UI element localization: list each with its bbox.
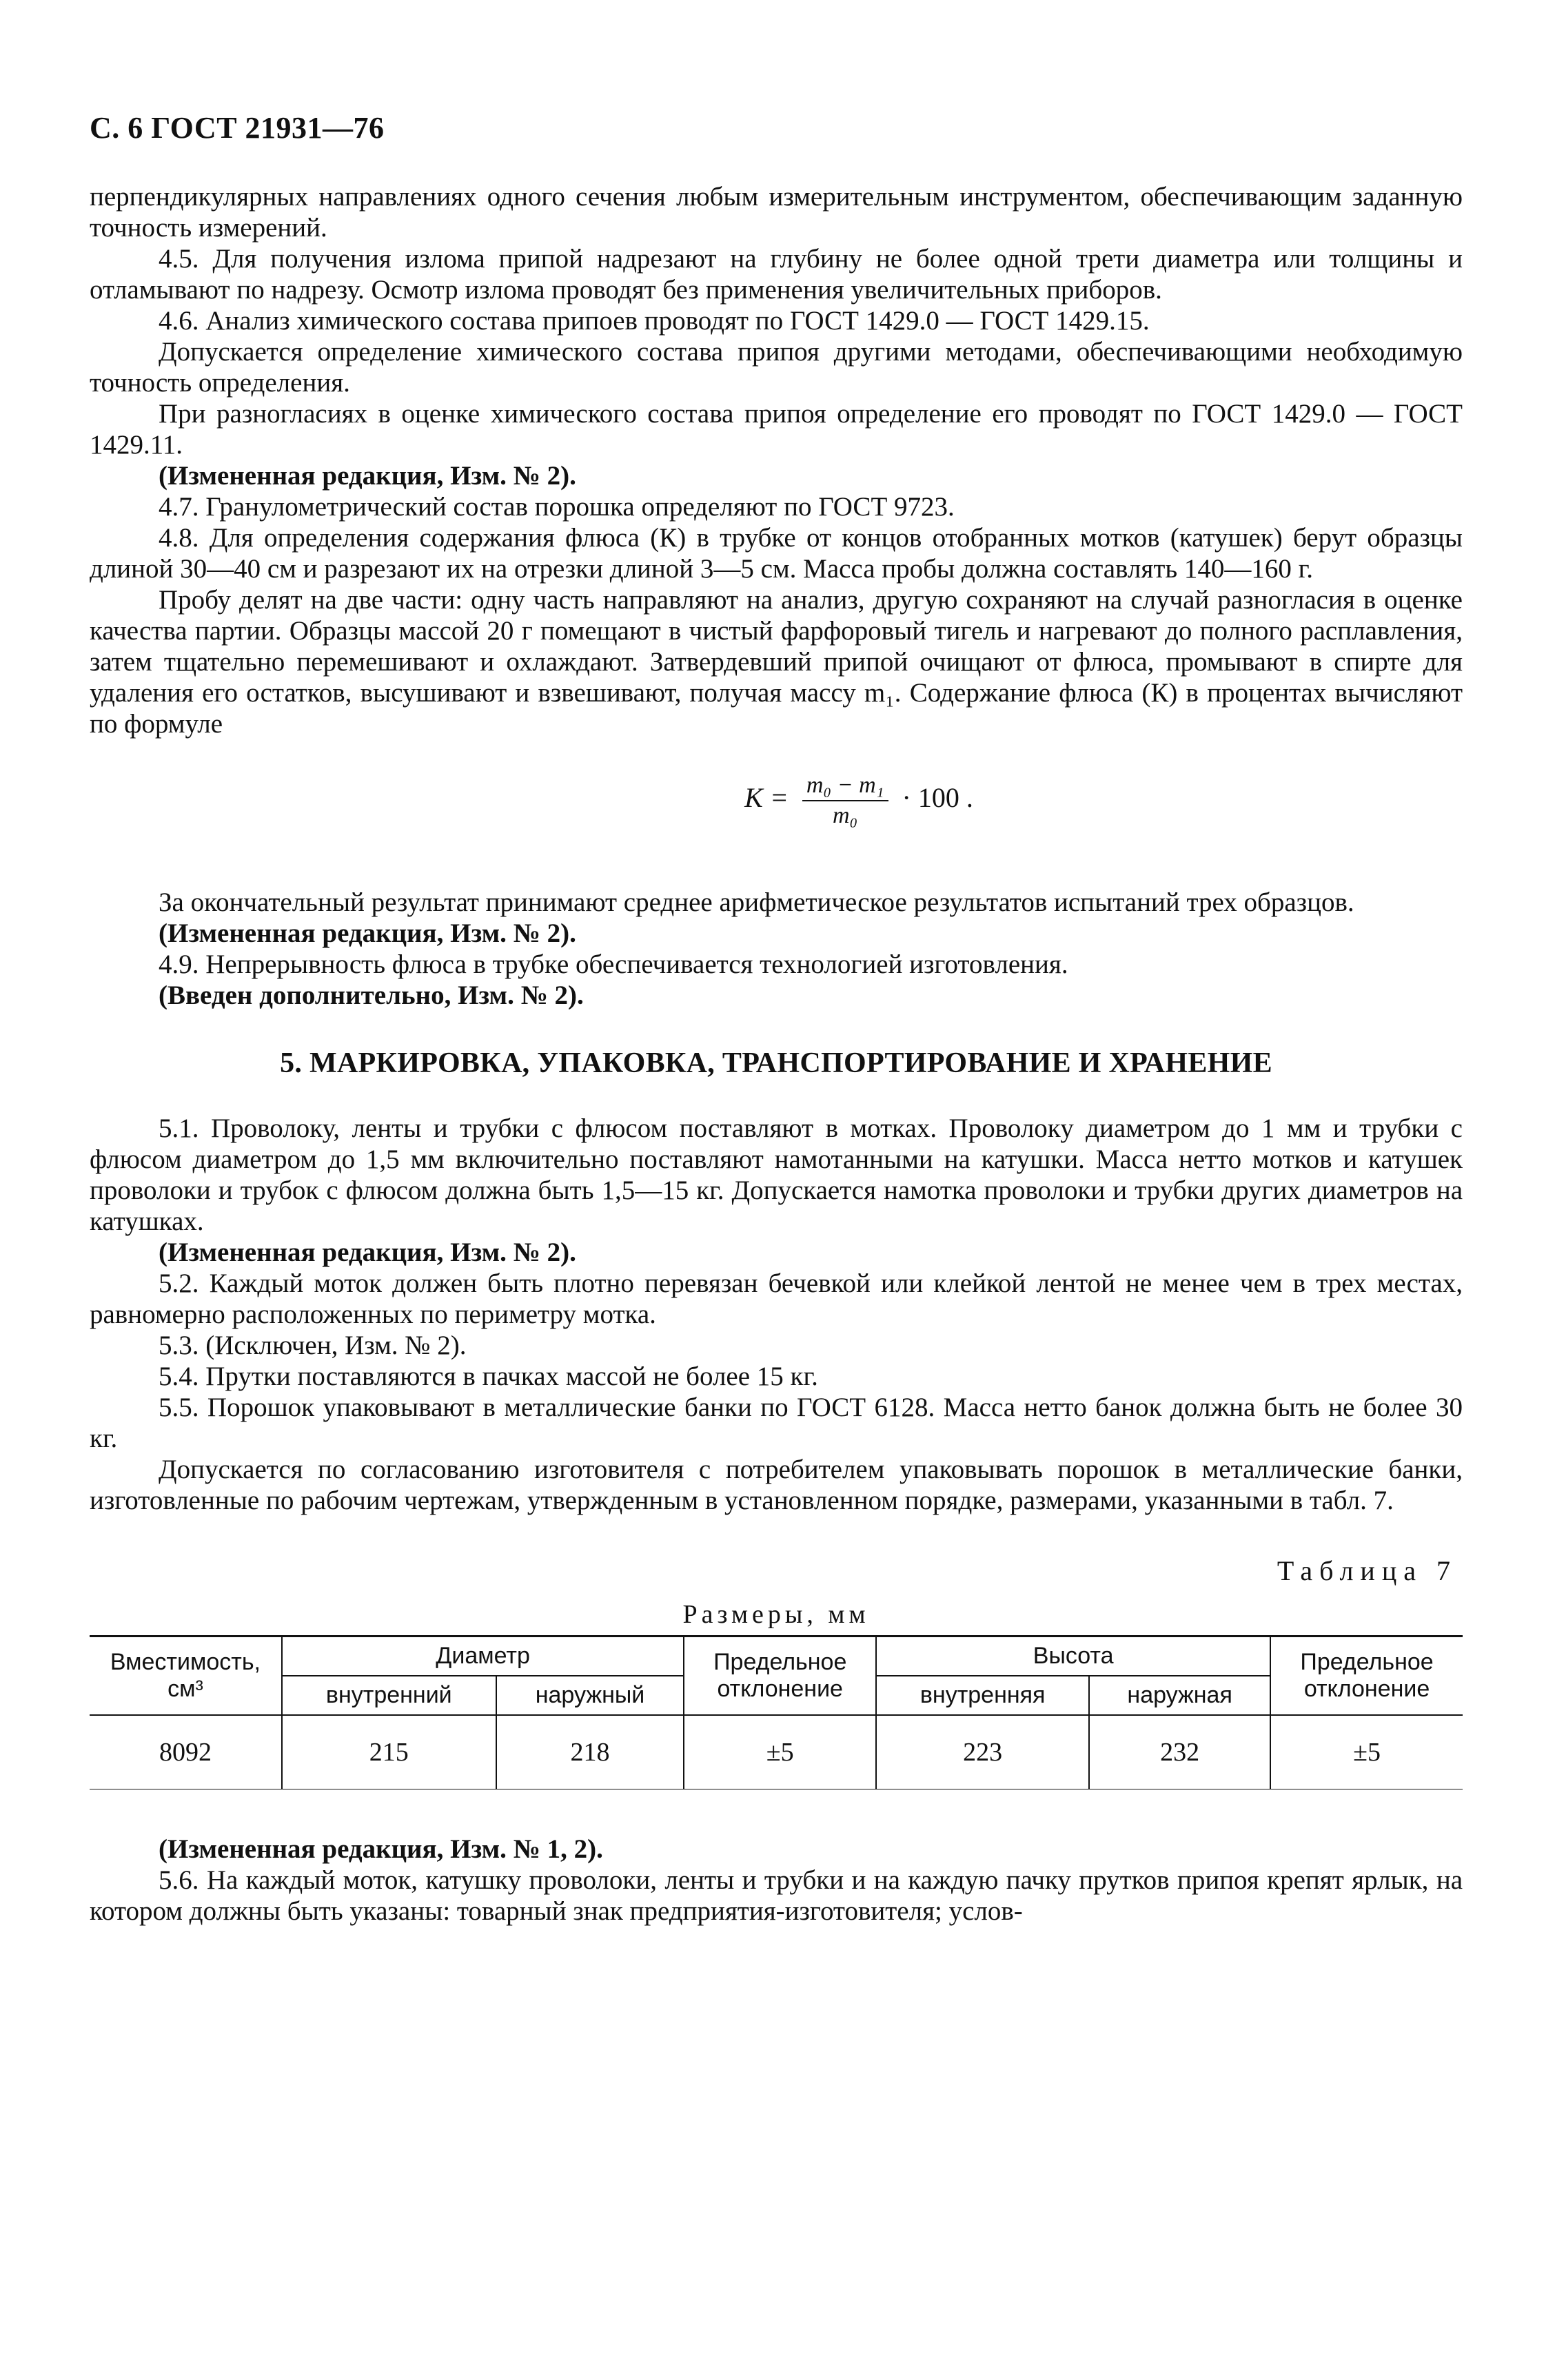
cell-outer-height: 232 (1089, 1715, 1270, 1789)
col-inner-diameter: внутренний (282, 1676, 496, 1715)
paragraph: Допускается определение химического состава припоя другими методами, обеспечивающими необходимую точность определения. (90, 337, 1463, 398)
col-capacity: Вместимость, см³ (90, 1637, 282, 1716)
table-row (90, 1715, 1463, 1789)
formula-rhs: · 100 . (902, 782, 973, 814)
paragraph-4-8: 4.8. Для определения содержания флюса (К) в трубке от концов отобранных мотков (катушек) берут образцы длиной 30—40 см и разрезают их на отрезки длиной 3—5 см. Масса пробы должна составлять 140—160 г. (90, 523, 1463, 584)
formula-numerator: m₀ − m₁ (802, 772, 888, 801)
revision-note: (Введен дополнительно, Изм. № 2). (159, 981, 584, 1010)
paragraph: перпендикулярных направлениях одного сечения любым измерительным инструментом, обеспечивающим заданную точность измерений. (90, 182, 1463, 243)
page-header: С. 6 ГОСТ 21931—76 (90, 111, 385, 145)
paragraph: За окончательный результат принимают среднее арифметическое результатов испытаний трех образцов. (159, 888, 1354, 917)
col-outer-diameter: наружный (496, 1676, 684, 1715)
formula-lhs: K = (744, 782, 789, 814)
cell-capacity: 8092 (90, 1715, 282, 1789)
paragraph: Допускается по согласованию изготовителя с потребителем упаковывать порошок в металлические банки, изготовленные по рабочим чертежам, утвержденным в установленном порядке, размерами, указанными в табл. 7. (90, 1455, 1463, 1515)
col-tolerance-height: Предельное отклонение (1270, 1637, 1463, 1716)
paragraph-4-6: 4.6. Анализ химического состава припоев проводят по ГОСТ 1429.0 — ГОСТ 1429.15. (159, 306, 1150, 336)
document-page (90, 110, 1463, 1927)
paragraph-5-1: 5.1. Проволоку, ленты и трубки с флюсом поставляют в мотках. Проволоку диаметром до 1 мм и трубки с флюсом диаметром до 1,5 мм включительно поставляют намотанными на катушки. Масса нетто мотков и катушек проволоки и трубок с флюсом должна быть 1,5—15 кг. Допускается намотка проволоки и трубки других диаметров на катушках. (90, 1114, 1463, 1236)
paragraph-4-7: 4.7. Гранулометрический состав порошка определяют по ГОСТ 9723. (159, 492, 955, 522)
cell-tolerance-height: ±5 (1270, 1715, 1463, 1789)
col-tolerance-diameter: Предельное отклонение (684, 1637, 876, 1716)
paragraph: Пробу делят на две части: одну часть направляют на анализ, другую сохраняют на случай разногласия в оценке качества партии. Образцы массой 20 г помещают в чистый фарфоровый тигель и нагревают до полного расплавления, затем тщательно перемешивают и охлаждают. Затвердевший припой очищают от флюса, промывают в спирте для удаления его остатков, высушивают и взвешивают, получая массу m₁. Содержание флюса (К) в процентах вычисляют по формуле (90, 585, 1463, 739)
cell-outer-diameter: 218 (496, 1715, 684, 1789)
flux-formula (90, 772, 1463, 848)
paragraph-4-5: 4.5. Для получения излома припой надрезают на глубину не более одной трети диаметра или толщины и отламывают по надрезу. Осмотр излома проводят без применения увеличительных приборов. (90, 244, 1463, 305)
table-subtitle: Размеры, мм (682, 1600, 870, 1629)
paragraph-5-3: 5.3. (Исключен, Изм. № 2). (159, 1331, 467, 1360)
section-title: 5. МАРКИРОВКА, УПАКОВКА, ТРАНСПОРТИРОВАНИЕ И ХРАНЕНИЕ (280, 1047, 1272, 1079)
paragraph-4-9: 4.9. Непрерывность флюса в трубке обеспечивается технологией изготовления. (159, 950, 1068, 979)
revision-note: (Измененная редакция, Изм. № 1, 2). (159, 1834, 603, 1864)
table-caption: Таблица 7 (1277, 1555, 1457, 1586)
cell-inner-height: 223 (876, 1715, 1089, 1789)
revision-note: (Измененная редакция, Изм. № 2). (159, 461, 576, 491)
paragraph-5-2: 5.2. Каждый моток должен быть плотно перевязан бечевкой или клейкой лентой не менее чем в трех местах, равномерно расположенных по периметру мотка. (90, 1269, 1463, 1329)
paragraph-5-6: 5.6. На каждый моток, катушку проволоки, ленты и трубки и на каждую пачку прутков припоя крепят ярлык, на котором должны быть указаны: товарный знак предприятия-изготовителя; услов- (90, 1865, 1463, 1926)
revision-note: (Измененная редакция, Изм. № 2). (159, 1238, 576, 1267)
formula-denominator: m₀ (832, 803, 858, 828)
col-inner-height: внутренняя (876, 1676, 1089, 1715)
col-outer-height: наружная (1089, 1676, 1270, 1715)
paragraph: При разногласиях в оценке химического состава припоя определение его проводят по ГОСТ 1429.0 — ГОСТ 1429.11. (90, 399, 1463, 460)
col-height: Высота (876, 1637, 1270, 1676)
formula-fraction (802, 772, 888, 829)
cell-tolerance-diameter: ±5 (684, 1715, 876, 1789)
dimensions-table (90, 1635, 1463, 1789)
cell-inner-diameter: 215 (282, 1715, 496, 1789)
col-diameter: Диаметр (282, 1637, 684, 1676)
paragraph-5-5: 5.5. Порошок упаковывают в металлические банки по ГОСТ 6128. Масса нетто банок должна быть не более 30 кг. (90, 1393, 1463, 1453)
revision-note: (Измененная редакция, Изм. № 2). (159, 919, 576, 948)
paragraph-5-4: 5.4. Прутки поставляются в пачках массой не более 15 кг. (159, 1362, 818, 1391)
